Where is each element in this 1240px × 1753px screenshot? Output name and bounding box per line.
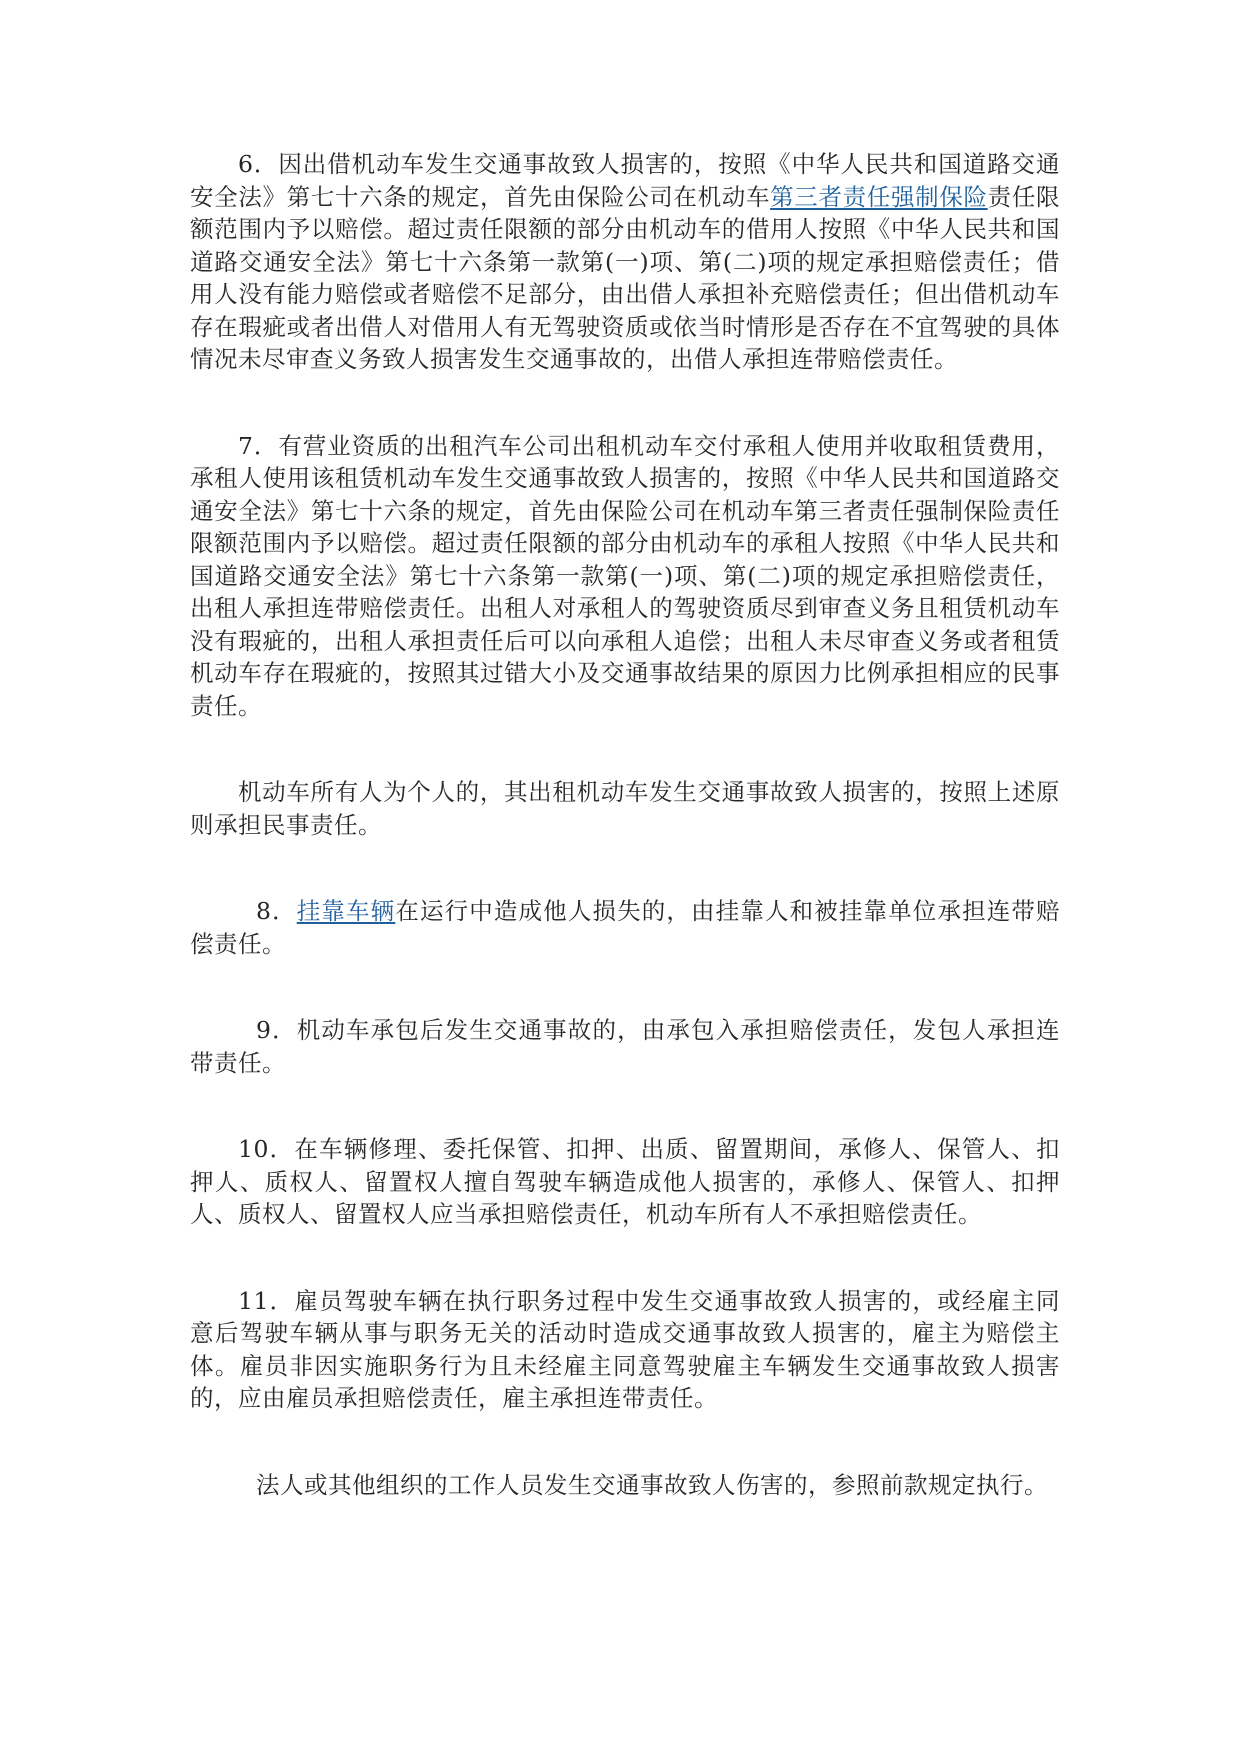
paragraph-7: 7．有营业资质的出租汽车公司出租机动车交付承租人使用并收取租赁费用，承租人使用该租赁机动车发生交通事故致人损害的，按照《中华人民共和国道路交通安全法》第七十六条的规定，首先由保险公司在机动车第三者责任强制保险责任限额范围内予以赔偿。超过责任限额的部分由机动车的承租人按照《中华人民共和国道路交通安全法》第七十六条第一款第(一)项、第(二)项的规定承担赔偿责任，出租人承担连带赔偿责任。出租人对承租人的驾驶资质尽到审查义务且租赁机动车没有瑕疵的，出租人承担责任后可以向承租人追偿；出租人未尽审查义务或者租赁机动车存在瑕疵的，按照其过错大小及交通事故结果的原因力比例承担相应的民事责任。 [190,431,1060,720]
paragraph-10: 10．在车辆修理、委托保管、扣押、出质、留置期间，承修人、保管人、扣押人、质权人、留置权人擅自驾驶车辆造成他人损害的，承修人、保管人、扣押人、质权人、留置权人应当承担赔偿责任，机动车所有人不承担赔偿责任。 [190,1135,1060,1228]
paragraph-8-text-after-link: 在运行中造成他人损失的，由挂靠人和被挂靠单位承担连带赔偿责任。 [190,897,1061,958]
paragraph-6-text-before-link: 6．因出借机动车发生交通事故致人损害的，按照《中华人民共和国道路交通安全法》第七十六条的规定，首先由保险公司在机动车 [190,150,1060,211]
paragraph-11: 11．雇员驾驶车辆在执行职务过程中发生交通事故致人损害的，或经雇主同意后驾驶车辆从事与职务无关的活动时造成交通事故致人损害的，雇主为赔偿主体。雇员非因实施职务行为且未经雇主同意驾驶雇主车辆发生交通事故致人损害的，应由雇员承担赔偿责任，雇主承担连带责任。 [190,1286,1060,1412]
paragraph-6-text-after-link: 责任限额范围内予以赔偿。超过责任限额的部分由机动车的借用人按照《中华人民共和国道路交通安全法》第七十六条第一款第(一)项、第(二)项的规定承担赔偿责任；借用人没有能力赔偿或者赔偿不足部分，由出借人承担补充赔偿责任；但出借机动车存在瑕疵或者出借人对借用人有无驾驶资质或依当时情形是否存在不宜驾驶的具体情况未尽审查义务致人损害发生交通事故的，出借人承担连带赔偿责任。 [190,182,1061,373]
link-third-party-compulsory-insurance[interactable]: 第三者责任强制保险 [770,182,988,211]
document-page [190,148,1060,1501]
link-affiliated-vehicles[interactable]: 挂靠车辆 [296,897,396,925]
paragraph-8-number: 8． [256,897,297,925]
paragraph-8 [190,895,1060,960]
paragraph-7-supplement: 机动车所有人为个人的，其出租机动车发生交通事故致人损害的，按照上述原则承担民事责任。 [190,778,1060,839]
paragraph-6 [190,148,1060,376]
paragraph-9: 9．机动车承包后发生交通事故的，由承包入承担赔偿责任，发包人承担连带责任。 [190,1016,1060,1077]
paragraph-11-supplement: 法人或其他组织的工作人员发生交通事故致人伤害的，参照前款规定执行。 [256,1470,1048,1499]
